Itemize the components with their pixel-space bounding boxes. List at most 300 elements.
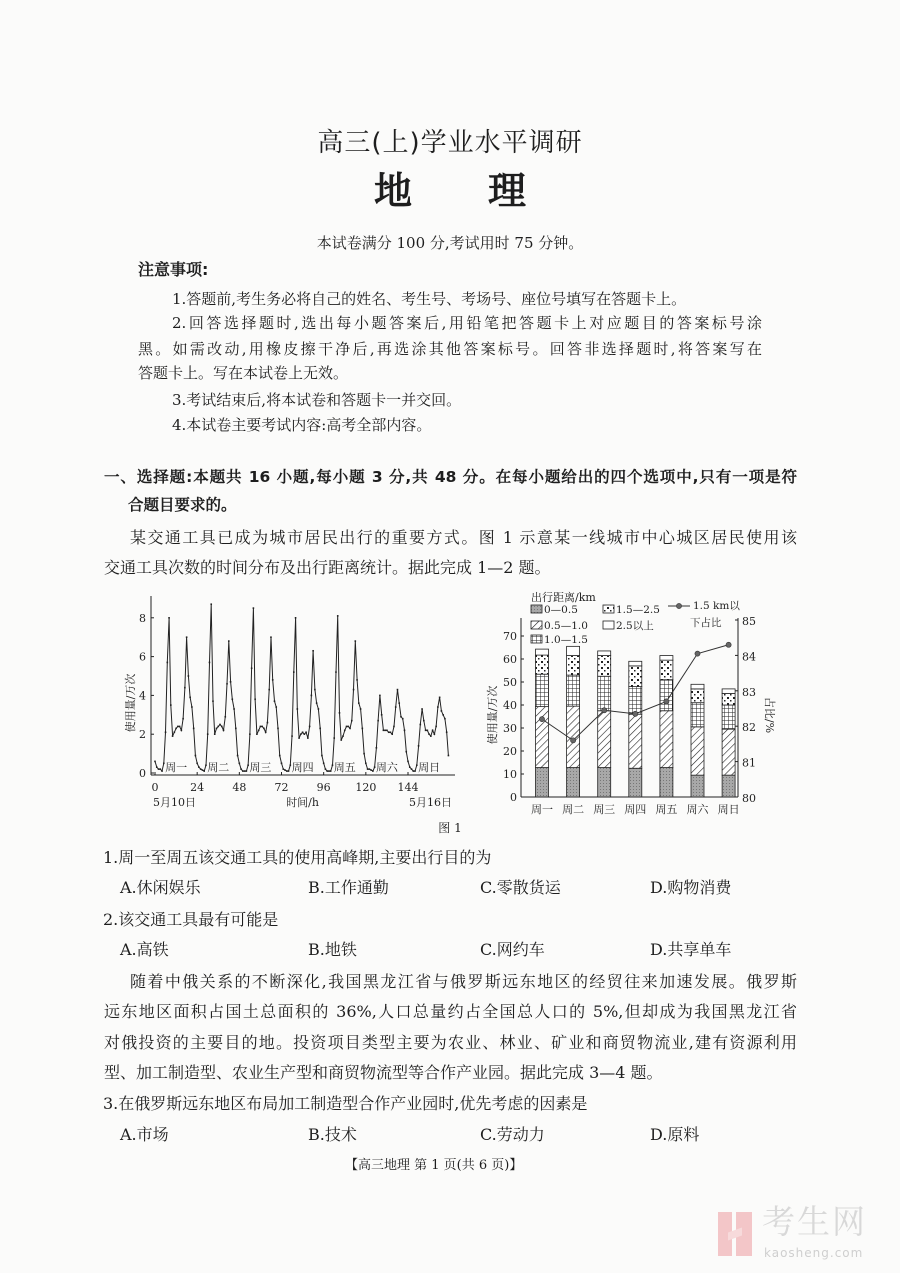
data-point (307, 737, 309, 739)
question-1-option-b: B.工作通勤 (308, 878, 389, 897)
y-tick-label: 60 (503, 653, 517, 666)
bar-segment (567, 646, 580, 655)
bar-segment (629, 714, 642, 768)
bar-segment (567, 675, 580, 706)
data-point (202, 769, 204, 771)
bar-segment (722, 775, 735, 797)
bar-segment (722, 694, 735, 706)
usage-time-line-chart (110, 590, 470, 820)
bar-segment (660, 711, 673, 768)
data-point (405, 751, 407, 753)
day-label: 周五 (333, 761, 356, 774)
day-label: 周日 (418, 761, 441, 774)
page-footer: 【高三地理 第 1 页(共 6 页)】 (345, 1158, 523, 1173)
legend-label: 1.5—2.5 (616, 604, 660, 616)
watermark-logo (718, 1212, 754, 1256)
data-point (209, 662, 211, 664)
data-point (232, 698, 234, 700)
data-point (430, 735, 432, 737)
legend-label: 1.0—1.5 (544, 634, 588, 646)
data-point (363, 753, 365, 755)
legend-swatch (531, 605, 542, 613)
question-3-option-d: D.原料 (650, 1125, 700, 1144)
bar-segment (722, 729, 735, 775)
y2-tick-label: 84 (742, 650, 756, 664)
bar-segment (691, 775, 704, 797)
data-point (230, 681, 232, 683)
data-point (179, 726, 181, 728)
data-point (191, 706, 193, 708)
data-point (210, 603, 212, 605)
y2-tick-label: 81 (742, 756, 756, 770)
y2-tick-label: 82 (742, 721, 756, 735)
data-point (161, 770, 163, 772)
passage-line: 交通工具次数的时间分布及出行距离统计。据此完成 1—2 题。 (104, 558, 551, 577)
y-tick-label: 6 (139, 650, 146, 664)
data-point (339, 712, 341, 714)
data-point (184, 687, 186, 689)
y-tick-label: 0 (139, 767, 146, 780)
data-point (198, 766, 200, 768)
y-tick-label: 0 (510, 791, 517, 804)
data-point (388, 731, 390, 733)
x-tick-label: 72 (274, 781, 289, 794)
data-point (175, 728, 177, 730)
data-point (207, 733, 209, 735)
data-point (325, 768, 327, 770)
notice-line: 答题卡上。写在本试卷上无效。 (138, 364, 349, 382)
y-tick-label: 4 (139, 689, 146, 703)
day-label: 周一 (165, 761, 188, 774)
data-point (330, 770, 332, 772)
category-label: 周日 (717, 803, 740, 816)
x-tick-label: 24 (190, 781, 205, 794)
y-tick-label: 2 (139, 728, 146, 742)
data-point (414, 770, 416, 772)
data-point (400, 716, 402, 718)
data-point (172, 735, 174, 737)
data-point (384, 730, 386, 732)
bar-segment (598, 711, 611, 768)
question-1-option-a: A.休闲娱乐 (120, 878, 201, 897)
category-label: 周六 (686, 803, 709, 816)
data-point (217, 726, 219, 728)
data-point (281, 763, 283, 765)
bar-segment (536, 655, 549, 674)
data-point (258, 730, 260, 732)
data-point (254, 698, 256, 700)
y2-tick-label: 83 (742, 685, 756, 699)
data-point (219, 724, 221, 726)
data-point (168, 617, 170, 619)
bar-segment (722, 705, 735, 729)
section-heading: 一、选择题:本题共 16 小题,每小题 3 分,共 48 分。在每小题给出的四个选项中,只有一项是符 (104, 468, 797, 486)
watermark-url: kaosheng.com (764, 1246, 864, 1260)
data-point (214, 733, 216, 735)
notice-heading: 注意事项: (138, 260, 209, 279)
passage-line: 某交通工具已成为城市居民出行的重要方式。图 1 示意某一线城市中心城区居民使用该 (130, 528, 797, 547)
bar-segment (536, 768, 549, 797)
legend-label: 0—0.5 (544, 604, 578, 616)
question-3-option-a: A.市场 (120, 1125, 169, 1144)
question-2-option-c: C.网约车 (480, 940, 545, 959)
data-point (442, 714, 444, 716)
x-tick-label: 120 (355, 781, 377, 794)
bar-segment (598, 676, 611, 711)
y-tick-label: 40 (503, 699, 517, 712)
data-point (395, 706, 397, 708)
data-point (200, 768, 202, 770)
bar-segment (536, 649, 549, 655)
data-point (182, 718, 184, 720)
data-point (249, 733, 251, 735)
data-point (216, 728, 218, 730)
y-axis-label: 使用量/万次 (124, 673, 137, 733)
bar-segment (567, 768, 580, 797)
data-point (226, 683, 228, 685)
data-point (376, 747, 378, 749)
data-point (435, 726, 437, 728)
data-point (367, 768, 369, 770)
data-point (404, 730, 406, 732)
data-point (381, 714, 383, 716)
data-point (237, 755, 239, 757)
data-point (434, 733, 436, 735)
passage-line: 型、加工制造型、农业生产型和商贸物流型等合作产业园。据此完成 3—4 题。 (104, 1063, 663, 1082)
section-heading-cont: 合题目要求的。 (128, 496, 237, 514)
data-point (212, 700, 214, 702)
data-point (342, 735, 344, 737)
data-point (379, 695, 381, 697)
data-point (318, 708, 320, 710)
passage-line: 对俄投资的主要目的地。投资项目类型主要为农业、林业、矿业和商贸物流业,建有资源利用 (104, 1033, 797, 1052)
data-point (314, 689, 316, 691)
data-point (304, 733, 306, 735)
data-point (360, 708, 362, 710)
question-1-stem: 1.周一至周五该交通工具的使用高峰期,主要出行目的为 (103, 848, 492, 867)
data-point (349, 728, 351, 730)
y2-axis-label: 占比/% (763, 696, 776, 734)
data-point (321, 755, 323, 757)
data-point (397, 689, 399, 691)
question-3-stem: 3.在俄罗斯远东地区布局加工制造型合作产业园时,优先考虑的因素是 (103, 1094, 588, 1113)
data-point (186, 636, 188, 638)
bar-segment (536, 674, 549, 706)
y-tick-label: 70 (503, 630, 517, 643)
start-date-label: 5月10日 (153, 796, 196, 809)
bar-segment (691, 703, 704, 727)
data-point (444, 718, 446, 720)
y2-tick-label: 80 (742, 792, 756, 805)
y-axis-label: 使用量/万次 (486, 685, 499, 745)
x-tick-label: 96 (316, 781, 331, 794)
share-point (695, 651, 700, 656)
data-point (370, 769, 372, 771)
notice-line: 1.答题前,考生务必将自己的姓名、考生号、考场号、座位号填写在答题卡上。 (172, 290, 687, 308)
x-tick-label: 0 (151, 781, 159, 794)
data-point (316, 702, 318, 704)
share-point (571, 738, 576, 743)
data-point (311, 695, 313, 697)
legend-label: 2.5以上 (616, 620, 654, 632)
data-point (244, 770, 246, 772)
data-point (274, 700, 276, 702)
data-point (196, 763, 198, 765)
bar-segment (598, 768, 611, 797)
bar-segment (660, 660, 673, 680)
data-point (356, 679, 358, 681)
data-point (365, 763, 367, 765)
data-point (347, 726, 349, 728)
bar-segment (722, 689, 735, 694)
question-2-stem: 2.该交通工具最有可能是 (103, 910, 279, 929)
data-point (420, 724, 422, 726)
data-point (268, 689, 270, 691)
y-tick-label: 50 (503, 676, 517, 689)
notice-line: 2.回答选择题时,选出每小题答案后,用铅笔把答题卡上对应题目的答案标号涂 (172, 314, 762, 332)
data-point (425, 730, 427, 732)
data-point (188, 675, 190, 677)
share-point (602, 708, 607, 713)
data-point (291, 735, 293, 737)
data-point (267, 722, 269, 724)
data-point (154, 761, 156, 763)
data-point (295, 617, 297, 619)
data-point (253, 607, 255, 609)
data-point (369, 768, 371, 770)
data-point (305, 731, 307, 733)
data-point (409, 766, 411, 768)
data-point (391, 733, 393, 735)
bar-segment (629, 666, 642, 687)
data-point (383, 730, 385, 732)
bar-segment (598, 656, 611, 677)
legend-swatch (531, 635, 542, 643)
data-point (351, 720, 353, 722)
category-label: 周一 (531, 803, 553, 816)
question-2-option-d: D.共享单车 (650, 940, 732, 959)
share-point (664, 699, 669, 704)
data-point (265, 731, 267, 733)
data-point (181, 730, 183, 732)
notice-line: 黑。如需改动,用橡皮擦干净后,再选涂其他答案标号。回答非选择题时,将答案写在 (138, 340, 762, 358)
question-2-option-b: B.地铁 (308, 940, 357, 959)
figure-caption: 图 1 (438, 821, 462, 835)
category-label: 周三 (593, 803, 616, 816)
data-point (293, 671, 295, 673)
bar-segment (567, 656, 580, 676)
bar-segment (691, 727, 704, 775)
bar-segment (536, 707, 549, 768)
day-label: 周二 (207, 761, 230, 774)
data-point (411, 768, 413, 770)
data-point (439, 697, 441, 699)
bar-segment (629, 687, 642, 715)
legend-swatch (531, 621, 542, 629)
data-point (302, 731, 304, 733)
watermark-text: 考生网 (762, 1202, 867, 1241)
bar-segment (660, 768, 673, 797)
data-point (298, 737, 300, 739)
data-point (427, 730, 429, 732)
data-point (193, 728, 195, 730)
data-point (165, 731, 167, 733)
x-axis-label: 时间/h (286, 796, 319, 809)
data-point (344, 730, 346, 732)
notice-line: 3.考试结束后,将本试卷和答题卡一并交回。 (172, 391, 462, 409)
notice-line: 4.本试卷主要考试内容:高考全部内容。 (172, 416, 432, 434)
bar-segment (660, 656, 673, 661)
data-point (284, 769, 286, 771)
question-2-option-a: A.高铁 (120, 940, 169, 959)
data-point (286, 770, 288, 772)
data-point (412, 770, 414, 772)
share-point (726, 642, 731, 647)
data-point (386, 730, 388, 732)
data-point (224, 716, 226, 718)
data-point (398, 702, 400, 704)
distance-stacked-bar-chart (480, 585, 780, 825)
data-point (251, 667, 253, 669)
exam-title: 高三(上)学业水平调研 (317, 128, 583, 158)
data-point (437, 706, 439, 708)
data-point (446, 731, 448, 733)
y-tick-label: 30 (503, 722, 517, 735)
data-point (423, 720, 425, 722)
data-point (228, 640, 230, 642)
data-point (333, 737, 335, 739)
data-point (263, 728, 265, 730)
bar-segment (691, 684, 704, 689)
legend-swatch (603, 605, 614, 613)
day-label: 周三 (249, 761, 272, 774)
data-point (407, 761, 409, 763)
data-point (358, 702, 360, 704)
data-point (390, 731, 392, 733)
data-point (312, 650, 314, 652)
data-point (261, 726, 263, 728)
data-point (256, 733, 258, 735)
data-point (418, 745, 420, 747)
question-3-option-b: B.技术 (308, 1125, 357, 1144)
data-point (372, 770, 374, 772)
day-label: 周四 (291, 761, 314, 774)
category-label: 周二 (562, 803, 585, 816)
question-1-option-d: D.购物消费 (650, 878, 732, 897)
data-point (402, 718, 404, 720)
data-point (242, 770, 244, 772)
bar-segment (598, 651, 611, 656)
data-point (195, 755, 197, 757)
data-point (362, 728, 364, 730)
y2-tick-label: 85 (742, 615, 756, 628)
data-point (275, 706, 277, 708)
data-point (340, 739, 342, 741)
data-point (203, 770, 205, 772)
data-point (246, 770, 248, 772)
data-point (272, 679, 274, 681)
data-point (428, 733, 430, 735)
data-point (326, 770, 328, 772)
data-point (337, 615, 339, 617)
subject-title: 地 理 (373, 169, 526, 213)
data-point (170, 704, 172, 706)
legend-line-label: 1.5 km以 (693, 600, 740, 612)
data-point (441, 710, 443, 712)
day-label: 周六 (375, 761, 398, 774)
legend-line-label: 下占比 (690, 617, 722, 629)
data-point (282, 768, 284, 770)
category-label: 周五 (655, 803, 678, 816)
legend-swatch (603, 621, 614, 629)
question-1-option-c: C.零散货运 (480, 878, 561, 897)
passage-line: 随着中俄关系的不断深化,我国黑龙江省与俄罗斯远东地区的经贸往来加速发展。俄罗斯 (130, 972, 797, 991)
category-label: 周四 (624, 803, 647, 816)
bar-segment (629, 661, 642, 666)
data-point (223, 730, 225, 732)
data-point (233, 708, 235, 710)
data-point (156, 766, 158, 768)
data-point (270, 636, 272, 638)
data-point (309, 726, 311, 728)
bar-segment (691, 689, 704, 703)
data-point (346, 726, 348, 728)
legend-point-swatch (676, 603, 681, 608)
data-point (297, 708, 299, 710)
y-tick-label: 8 (139, 611, 146, 625)
data-point (335, 671, 337, 673)
data-point (421, 708, 423, 710)
data-point (279, 755, 281, 757)
passage-line: 远东地区面积占国土总面积的 36%,人口总量约占全国总人口的 5%,但却成为我国黑龙江省 (104, 1002, 797, 1021)
bar-segment (629, 768, 642, 797)
data-point (354, 640, 356, 642)
data-point (166, 662, 168, 664)
x-tick-label: 144 (397, 781, 419, 794)
share-point (633, 711, 638, 716)
legend-label: 0.5—1.0 (544, 620, 588, 632)
data-point (174, 731, 176, 733)
data-point (448, 755, 450, 757)
legend-title: 出行距离/km (531, 591, 596, 604)
data-point (353, 689, 355, 691)
y-tick-label: 20 (503, 745, 517, 758)
y-tick-label: 10 (503, 768, 517, 781)
data-point (260, 726, 262, 728)
data-point (300, 733, 302, 735)
data-point (158, 768, 160, 770)
data-point (328, 770, 330, 772)
end-date-label: 5月16日 (409, 796, 452, 809)
data-point (240, 768, 242, 770)
exam-info: 本试卷满分 100 分,考试用时 75 分钟。 (316, 234, 584, 252)
share-point (539, 717, 544, 722)
data-point (319, 728, 321, 730)
data-point (432, 730, 434, 732)
data-point (377, 720, 379, 722)
data-point (235, 728, 237, 730)
data-point (239, 763, 241, 765)
data-point (277, 728, 279, 730)
data-point (288, 770, 290, 772)
data-point (189, 697, 191, 699)
data-point (177, 726, 179, 728)
data-point (393, 726, 395, 728)
x-tick-label: 48 (232, 781, 247, 794)
data-point (323, 763, 325, 765)
data-point (221, 726, 223, 728)
usage-line-series (155, 604, 448, 771)
